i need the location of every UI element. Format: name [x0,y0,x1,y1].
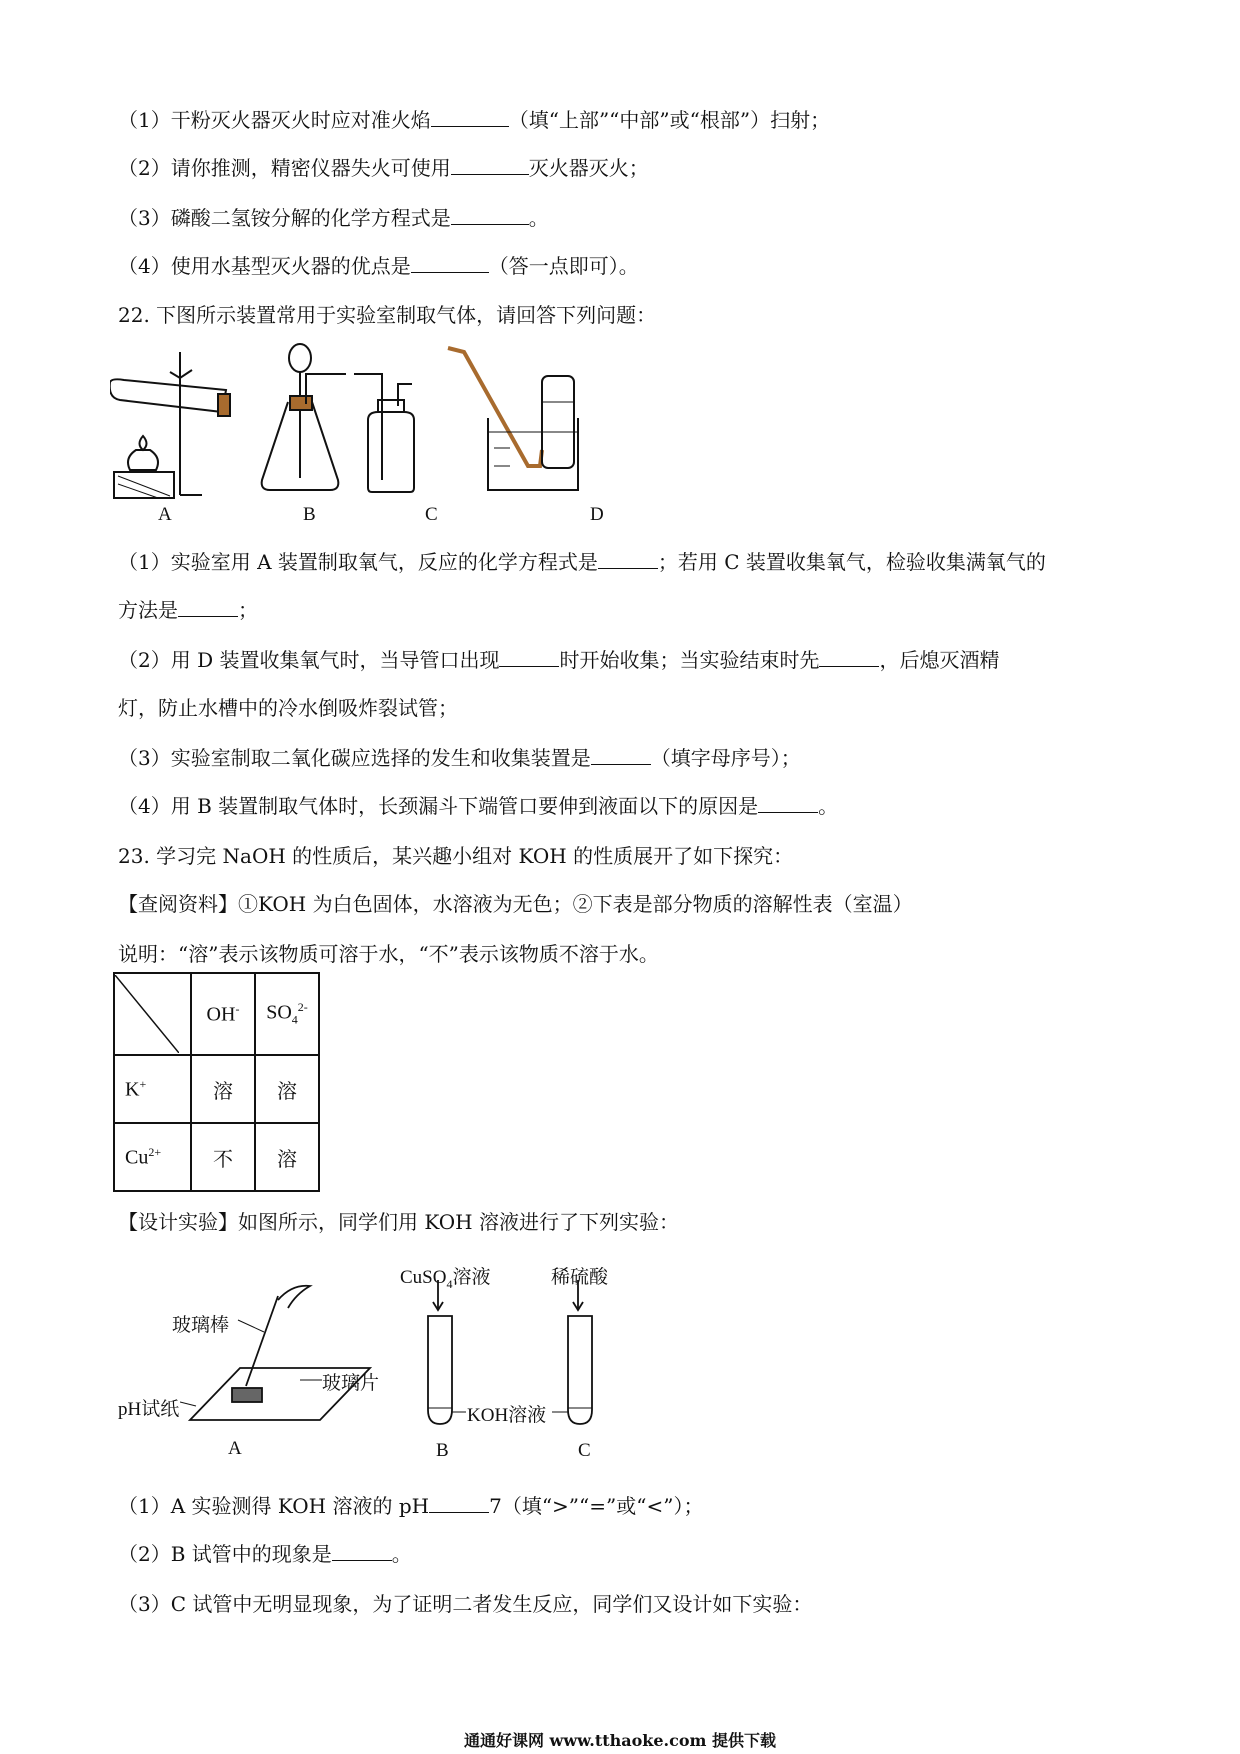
q22-2-blank-2[interactable] [819,648,879,667]
table-row-cu: $Cu^{2+}$ [114,1123,191,1191]
q21-1-text-a: （1）干粉灭火器灭火时应对准火焰 [118,108,431,132]
fig-label-c: C [578,1440,591,1461]
table-cell-cuso4: 溶 [255,1123,319,1191]
apparatus-d [448,348,578,490]
q22-4-blank[interactable] [758,794,818,813]
q21-4-blank[interactable] [411,254,489,273]
q22-3-text-a: （3）实验室制取二氧化碳应选择的发生和收集装置是 [118,746,591,770]
q21-line-3 [118,204,549,232]
q22-apparatus-figure [110,340,670,510]
q22-stem: 22. 下图所示装置常用于实验室制取气体，请回答下列问题： [118,303,657,327]
q22-2-text-b: 时开始收集；当实验结束时先 [559,648,820,672]
q23-1-text-b: 7（填“>”“=”或“<”）； [489,1494,704,1518]
q22-1-blank-2[interactable] [178,598,238,617]
q23-2-text-a: （2）B 试管中的现象是 [118,1542,332,1566]
q22-3-text-b: （填字母序号）； [650,746,801,770]
table-cell-cuoh2: 不 [191,1123,255,1191]
label-glass-plate: 玻璃片 [322,1373,380,1394]
table-corner-cell [114,973,191,1055]
q23-3-text: （3）C 试管中无明显现象，为了证明二者发生反应，同学们又设计如下实验： [118,1592,813,1616]
table-diagonal [115,975,179,1053]
q22-4-text-a: （4）用 B 装置制取气体时，长颈漏斗下端管口要伸到液面以下的原因是 [118,794,759,818]
ph-paper [232,1388,262,1402]
table-header-so4: $SO_4^{2-}$ [255,973,319,1055]
table-header-oh: OH- [191,973,255,1055]
solubility-table [113,972,320,1192]
q22-line-3 [118,646,999,674]
q22-1-text-c: 方法是 [118,598,178,622]
q22-line-6 [118,792,838,820]
q21-line-1 [118,106,830,134]
label-ph-paper: pH试纸 [118,1399,180,1420]
q23-1-blank[interactable] [429,1494,489,1513]
label-koh-solution: KOH溶液 [467,1405,547,1426]
q23-2-blank[interactable] [332,1542,392,1561]
q21-1-text-b: （填“上部”“中部”或“根部”）扫射； [508,108,831,132]
table-cell-koh: 溶 [191,1055,255,1123]
q22-4-text-b: 。 [818,794,839,818]
apparatus-c [354,374,414,492]
q22-label-c: C [425,504,438,525]
q21-4-text-b: （答一点即可）。 [488,254,639,278]
label-glass-rod: 玻璃棒 [172,1315,230,1336]
q21-3-text-b: 。 [528,206,549,230]
q23-line-1 [118,1492,703,1520]
q23-1-text-a: （1）A 实验测得 KOH 溶液的 pH [118,1494,430,1518]
q23-info: 【查阅资料】①KOH 为白色固体，水溶液为无色；②下表是部分物质的溶解性表（室温） [118,892,913,916]
q21-3-blank[interactable] [451,206,529,225]
q22-2-text-d: 灯，防止水槽中的冷水倒吸炸裂试管； [118,696,458,720]
q22-label-a: A [158,504,172,525]
q21-2-blank[interactable] [451,156,529,175]
apparatus-a-lamp [128,450,158,470]
q21-line-2 [118,154,649,182]
q22-3-blank[interactable] [591,746,651,765]
q22-1-text-d: ； [238,598,258,622]
q21-1-blank[interactable] [431,108,509,127]
q22-1-text-a: （1）实验室用 A 装置制取氧气，反应的化学方程式是 [118,550,598,574]
q22-label-b: B [303,504,316,525]
fig-label-a: A [228,1438,242,1459]
q22-line-5 [118,744,801,772]
apparatus-a-test-tube [110,379,226,412]
fig-label-b: B [436,1440,449,1461]
q21-2-text-a: （2）请你推测，精密仪器失火可使用 [118,156,451,180]
q23-note: 说明：“溶”表示该物质可溶于水，“不”表示该物质不溶于水。 [118,942,659,966]
q23-line-2 [118,1540,412,1568]
q22-2-blank-1[interactable] [499,648,559,667]
q23-stem: 23. 学习完 NaOH 的性质后，某兴趣小组对 KOH 的性质展开了如下探究： [118,844,794,868]
page-footer: 通通好课网 www.tthaoke.com 提供下载 [463,1731,777,1750]
q22-2-text-c: ，后熄灭酒精 [879,648,1000,672]
table-cell-k2so4: 溶 [255,1055,319,1123]
q21-2-text-b: 灭火器灭火； [528,156,649,180]
q21-4-text-a: （4）使用水基型灭火器的优点是 [118,254,411,278]
q22-line-1 [118,548,1046,576]
q23-design: 【设计实验】如图所示，同学们用 KOH 溶液进行了下列实验： [118,1210,679,1234]
apparatus-b [262,344,346,490]
q22-line-2 [118,596,258,624]
q22-2-text-a: （2）用 D 装置收集氧气时，当导管口出现 [118,648,500,672]
table-row-k: K+ [114,1055,191,1123]
q22-label-d: D [590,504,604,525]
glass-rod [246,1296,278,1386]
label-cuso4: CuSO$_4$溶液 [400,1267,491,1291]
q21-line-4 [118,252,639,280]
q22-1-blank-1[interactable] [598,550,658,569]
q21-3-text-a: （3）磷酸二氢铵分解的化学方程式是 [118,206,451,230]
q23-2-text-b: 。 [391,1542,412,1566]
label-dilute-sulfuric-acid: 稀硫酸 [551,1267,609,1288]
q22-1-text-b: ；若用 C 装置收集氧气，检验收集满氧气的 [657,550,1046,574]
